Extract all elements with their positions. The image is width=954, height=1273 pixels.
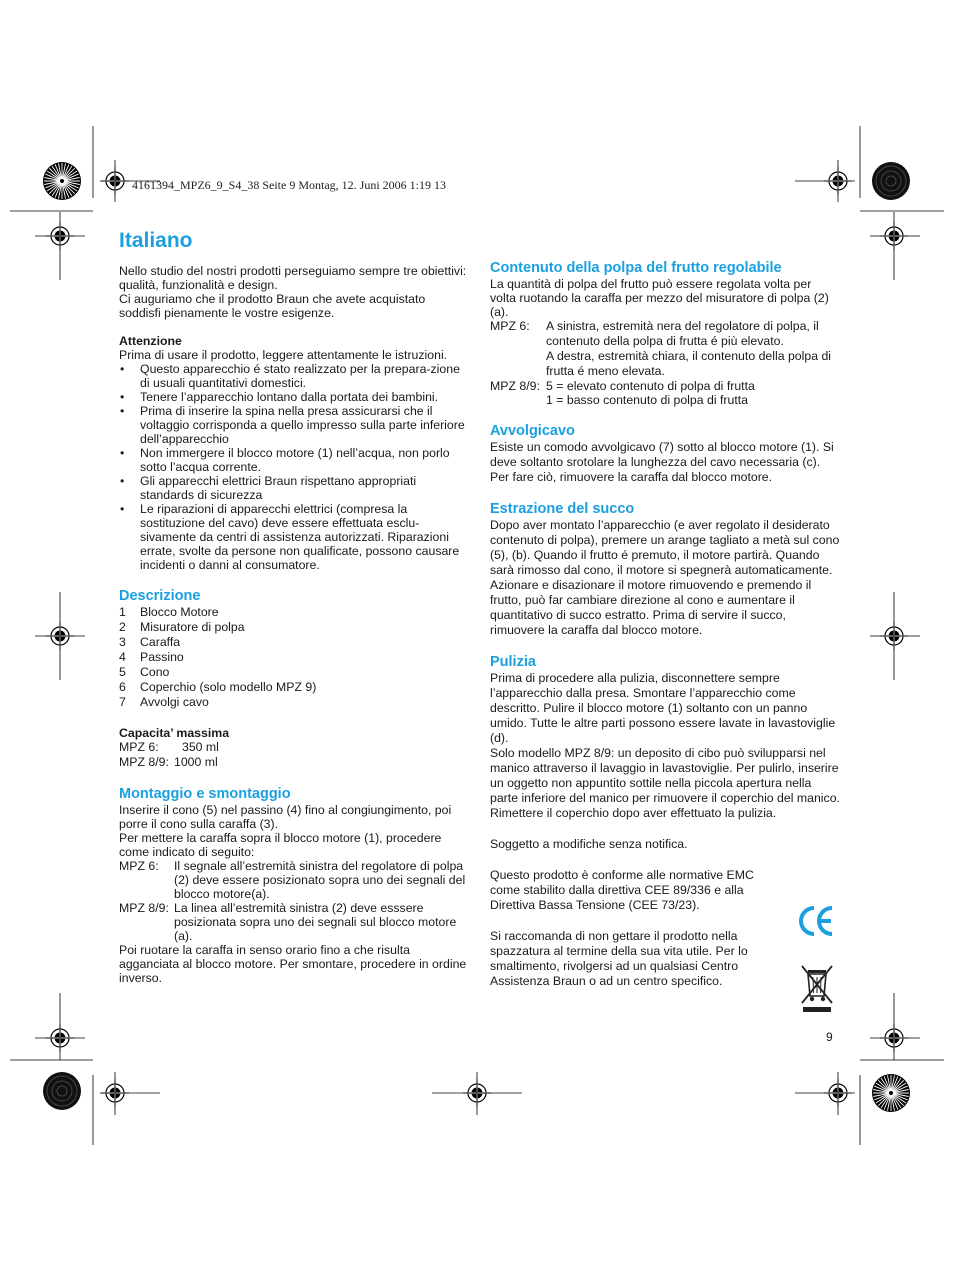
ce-mark-icon: [796, 900, 838, 942]
pulp-model-row: [490, 379, 840, 407]
color-bar-wheel-icon: [43, 162, 81, 200]
list-item: [119, 620, 469, 635]
capacity-model: MPZ 6:: [119, 740, 159, 754]
assembly-paragraph-3: Poi ruotare la caraffa in senso orario fino a che risulta agganciata al blocco motore. Per smontare, procedere in ordine inverso.: [119, 943, 467, 985]
part-number: 4: [119, 650, 126, 664]
page-title: Italiano: [119, 229, 193, 252]
capacity-value: 350 ml: [182, 740, 219, 754]
part-label: Passino: [140, 650, 184, 664]
intro-paragraph-2: Ci auguriamo che il prodotto Braun che avete acquistato soddisfi pienamente le vostre esigenze.: [119, 292, 426, 320]
juice-text: Dopo aver montato l’apparecchio (e aver regolato il desiderato contenuto di polpa), premere un arange tagliato a metà sul cono (5), (b). Quando il frutto é premuto, il motore partirà. Quando sarà rimosso dal cono, il motore si spegnerà automaticamente. Azionare e disazionare il motore rimuovendo e premendo il frutto, può far cambiare direzione al cono e aumentare il quantitativo di succo estratto. Prima di servire il succo, rimuovere la caraffa dal blocco motore.: [490, 518, 840, 637]
list-item: [119, 605, 469, 620]
notice-text: Soggetto a modifiche senza notifica.: [490, 837, 688, 851]
model-text: A destra, estremità chiara, il contenuto della polpa di frutta é meno elevata.: [546, 349, 832, 378]
juice-heading: Estrazione del succo: [490, 501, 635, 517]
model-text: Il segnale all’estremità sinistra del regolatore di polpa (2) deve essere posizionato sopra uno dei segnali del blocco motore(a).: [174, 859, 466, 901]
disposal-text: Si raccomanda di non gettare il prodotto nella spazzatura al termine della sua vita utile. Per lo smaltimento, rivolgersi ad un qualsiasi Centro Assistenza Braun o ad un centro specifico.: [490, 929, 748, 988]
part-label: Blocco Motore: [140, 605, 219, 619]
part-number: 3: [119, 635, 126, 649]
assembly-model-row: [119, 859, 469, 901]
pulp-paragraph: La quantità di polpa del frutto può essere regolata volta per volta ruotando la caraffa per mezzo del misuratore di polpa (2) (a).: [490, 277, 829, 319]
list-item: [119, 680, 469, 695]
part-number: 2: [119, 620, 126, 634]
color-bar-wheel-icon: [43, 1072, 81, 1110]
intro-paragraph-1: Nello studio del nostri prodotti perseguiamo sempre tre obiettivi: qualità, funzionalità e design.: [119, 264, 467, 292]
color-bar-wheel-icon: [872, 162, 910, 200]
list-item: [119, 650, 469, 665]
assembly-paragraph-2: Per mettere la caraffa sopra il blocco motore (1), procedere come indicato di seguito:: [119, 831, 442, 859]
model-text: A sinistra, estremità nera del regolatore di polpa, il contenuto della polpa di frutta é più elevato.: [546, 319, 819, 348]
right-column: [490, 260, 840, 989]
capacity-heading: Capacita’ massima: [119, 726, 230, 740]
part-number: 6: [119, 680, 126, 694]
capacity-value: 1000 ml: [174, 755, 218, 769]
part-label: Caraffa: [140, 635, 181, 649]
part-number: 5: [119, 665, 126, 679]
model-text: La linea all’estremità sinistra (2) deve esssere posizionata sopra uno dei segnali sul blocco motore (a).: [174, 901, 457, 943]
cleaning-heading: Pulizia: [490, 654, 536, 670]
part-label: Cono: [140, 665, 170, 679]
list-item: [119, 695, 469, 710]
safety-item: • Tenere l’apparecchio lontano dalla portata dei bambini.: [119, 390, 469, 404]
assembly-heading: Montaggio e smontaggio: [119, 786, 291, 802]
model-label: MPZ 8/9:: [490, 379, 540, 393]
capacity-row: [119, 740, 469, 755]
crossed-bin-icon: [800, 963, 834, 1013]
safety-item: • Gli apparecchi elettrici Braun rispettano appropriati standards di sicurezza: [119, 474, 469, 502]
page-number: 9: [826, 1030, 833, 1044]
safety-item: • Le riparazioni di apparecchi elettrici (compresa la sostituzione del cavo) deve essere effettuata esclu-sivamente da centri di assistenza autorizzati. Riparazioni errate, svolte da persone non qualificate, possono causare incidenti o danni al consumatore.: [119, 502, 469, 572]
cord-heading: Avvolgicavo: [490, 423, 575, 439]
color-bar-wheel-icon: [872, 1074, 910, 1112]
capacity-row: [119, 755, 469, 770]
model-text: 1 = basso contenuto di polpa di frutta: [546, 393, 749, 407]
attention-heading: Attenzione: [119, 334, 182, 348]
model-text: 5 = elevato contenuto di polpa di frutta: [546, 379, 755, 393]
pulp-model-row: [490, 319, 840, 379]
print-header: 4161394_MPZ6_9_S4_38 Seite 9 Montag, 12. Juni 2006 1:19 13: [132, 178, 447, 192]
part-number: 1: [119, 605, 126, 619]
safety-item: • Non immergere il blocco motore (1) nell’acqua, non porlo sotto l’acqua corrente.: [119, 446, 469, 474]
left-column: [119, 228, 469, 985]
model-label: MPZ 8/9:: [119, 901, 169, 915]
list-item: [119, 665, 469, 680]
attention-text: Prima di usare il prodotto, leggere attentamente le istruzioni.: [119, 348, 448, 362]
cleaning-paragraph-2: Solo modello MPZ 8/9: un deposito di cibo può svilupparsi nel manico attraverso il lavaggio in lavastoviglie. Per pulirlo, inserire un oggetto non appuntito sottile nella piccola apertura nella parte inferiore del manico per rimuovere il coperchio del manico. Rimettere il coperchio dopo aver effettuato la pulizia.: [490, 746, 840, 820]
model-label: MPZ 6:: [119, 859, 159, 873]
parts-list: [119, 605, 469, 710]
assembly-paragraph-1: Inserire il cono (5) nel passino (4) fino al congiungimento, poi porre il cono sulla caraffa (3).: [119, 803, 452, 831]
safety-item: • Questo apparecchio é stato realizzato per la prepara-zione di usuali quantitativi domestici.: [119, 362, 469, 390]
part-label: Misuratore di polpa: [140, 620, 245, 634]
list-item: [119, 635, 469, 650]
cleaning-paragraph-1: Prima di procedere alla pulizia, disconnettere sempre l’apparecchio dalla presa. Smontare l’apparecchio come descritto. Pulire il blocco motore (1) soltanto con un panno umido. Tutte le altre parti possono essere lavate in lavastoviglie (d).: [490, 671, 836, 745]
assembly-model-row: [119, 901, 469, 943]
safety-item: • Prima di inserire la spina nella presa assicurarsi che il voltaggio corrisponda a quello impresso sulla parte inferiore dell’apparecchio: [119, 404, 469, 446]
pulp-heading: Contenuto della polpa del frutto regolabile: [490, 260, 782, 276]
part-label: Avvolgi cavo: [140, 695, 209, 709]
cord-text: Esiste un comodo avvolgicavo (7) sotto al blocco motore (1). Si deve soltanto srotolare la lunghezza del cavo necessaria (c). Per fare ciò, rimuovere la caraffa dal blocco motore.: [490, 440, 834, 484]
emc-text: Questo prodotto è conforme alle normative EMC come stabilito dalla direttiva CEE 89/336 e alla Direttiva Bassa Tensione (CEE 73/23).: [490, 868, 754, 912]
safety-list: [119, 362, 469, 572]
part-label: Coperchio (solo modello MPZ 9): [140, 680, 317, 694]
part-number: 7: [119, 695, 126, 709]
capacity-model: MPZ 8/9:: [119, 755, 169, 769]
model-label: MPZ 6:: [490, 319, 530, 333]
description-heading: Descrizione: [119, 588, 201, 604]
